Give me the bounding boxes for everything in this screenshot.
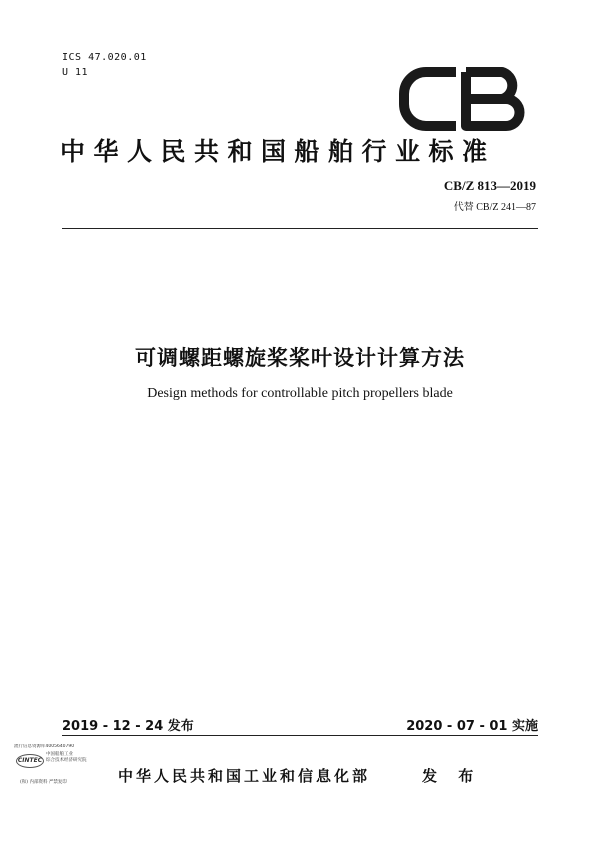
document-title-en: Design methods for controllable pitch propellers blade: [147, 386, 453, 401]
classification-code: U 11: [62, 67, 89, 78]
stamp-line-4: (和) 内部资料 严禁复印: [20, 780, 67, 785]
ics-code: ICS 47.020.01: [62, 52, 147, 63]
stamp-line-3: 综合技术经济研究院: [46, 758, 87, 763]
standard-number: CB/Z 813—2019: [443, 178, 536, 193]
replaces-standard: 代替 CB/Z 241—87: [453, 202, 536, 213]
issue-date: 2019 - 12 - 24 发布: [62, 719, 194, 734]
stamp-line-1: 流行信息资源库4005640790: [14, 744, 75, 749]
library-stamp: [14, 744, 106, 796]
publisher-name: 中华人民共和国工业和信息化部: [118, 767, 371, 785]
publish-label: 发 布: [422, 767, 482, 785]
cb-logo: [398, 66, 528, 132]
document-title-cn: 可调螺距螺旋桨桨叶设计计算方法: [135, 346, 465, 370]
header-divider: [62, 228, 538, 229]
standard-category-title: 中华人民共和国船舶行业标准: [60, 137, 496, 166]
implementation-date: 2020 - 07 - 01 实施: [406, 719, 538, 734]
footer-divider: [62, 735, 538, 736]
stamp-line-2: 中国船舶工业: [46, 752, 73, 757]
stamp-logo-icon: CINTEC: [16, 754, 44, 768]
